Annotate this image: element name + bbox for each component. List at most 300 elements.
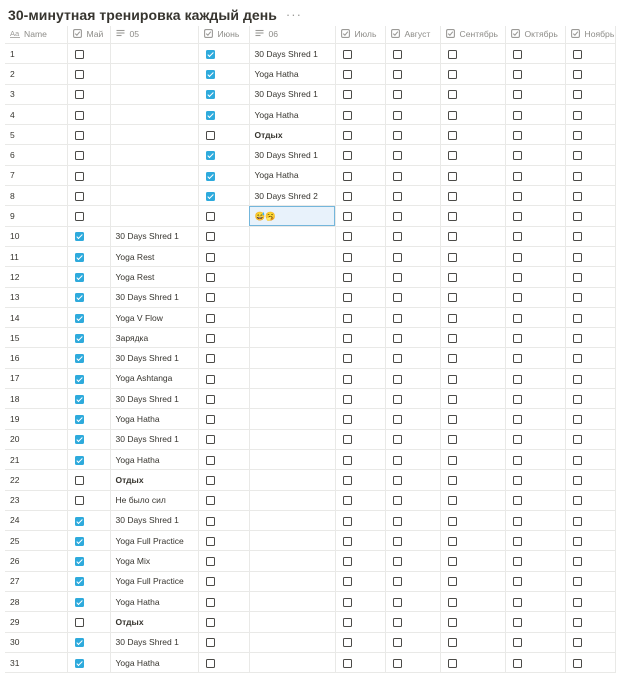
checkbox[interactable]	[448, 517, 457, 526]
cell-c05[interactable]	[110, 571, 198, 591]
column-header-july[interactable]	[335, 26, 385, 44]
cell-nov[interactable]	[565, 592, 615, 612]
checkbox[interactable]	[448, 172, 457, 181]
checkbox[interactable]	[448, 151, 457, 160]
checkbox[interactable]	[206, 212, 215, 221]
cell-june[interactable]	[198, 490, 249, 510]
column-header-oct[interactable]	[505, 26, 565, 44]
cell-sep[interactable]	[440, 429, 505, 449]
checkbox[interactable]	[343, 517, 352, 526]
cell-c06[interactable]	[249, 470, 335, 490]
checkbox[interactable]	[343, 151, 352, 160]
cell-name[interactable]	[5, 652, 67, 672]
cell-c05[interactable]	[110, 510, 198, 530]
checkbox[interactable]	[393, 192, 402, 201]
cell-name[interactable]	[5, 571, 67, 591]
cell-aug[interactable]	[385, 125, 440, 145]
checkbox[interactable]	[206, 70, 215, 79]
cell-nov[interactable]	[565, 44, 615, 64]
cell-sep[interactable]	[440, 368, 505, 388]
cell-may[interactable]	[67, 449, 110, 469]
checkbox[interactable]	[206, 415, 215, 424]
checkbox[interactable]	[343, 192, 352, 201]
checkbox[interactable]	[206, 517, 215, 526]
checkbox[interactable]	[448, 496, 457, 505]
checkbox[interactable]	[75, 354, 84, 363]
cell-july[interactable]	[335, 84, 385, 104]
checkbox[interactable]	[448, 456, 457, 465]
cell-c05[interactable]	[110, 165, 198, 185]
checkbox[interactable]	[573, 577, 582, 586]
more-options-icon[interactable]: ···	[285, 7, 302, 22]
checkbox[interactable]	[393, 476, 402, 485]
checkbox[interactable]	[448, 70, 457, 79]
cell-sep[interactable]	[440, 44, 505, 64]
checkbox[interactable]	[75, 557, 84, 566]
checkbox[interactable]	[343, 131, 352, 140]
checkbox[interactable]	[75, 131, 84, 140]
checkbox[interactable]	[343, 638, 352, 647]
cell-oct[interactable]	[505, 328, 565, 348]
cell-aug[interactable]	[385, 652, 440, 672]
checkbox[interactable]	[573, 151, 582, 160]
cell-july[interactable]	[335, 429, 385, 449]
checkbox[interactable]	[343, 557, 352, 566]
checkbox[interactable]	[393, 90, 402, 99]
cell-june[interactable]	[198, 287, 249, 307]
cell-oct[interactable]	[505, 64, 565, 84]
cell-c05[interactable]	[110, 632, 198, 652]
checkbox[interactable]	[75, 517, 84, 526]
cell-c05[interactable]	[110, 84, 198, 104]
cell-nov[interactable]	[565, 267, 615, 287]
cell-name[interactable]	[5, 470, 67, 490]
checkbox[interactable]	[75, 395, 84, 404]
checkbox[interactable]	[573, 456, 582, 465]
checkbox[interactable]	[393, 232, 402, 241]
checkbox[interactable]	[393, 557, 402, 566]
checkbox[interactable]	[513, 131, 522, 140]
cell-oct[interactable]	[505, 44, 565, 64]
cell-july[interactable]	[335, 551, 385, 571]
cell-sep[interactable]	[440, 449, 505, 469]
cell-sep[interactable]	[440, 409, 505, 429]
checkbox[interactable]	[206, 273, 215, 282]
cell-name[interactable]	[5, 287, 67, 307]
cell-aug[interactable]	[385, 267, 440, 287]
checkbox[interactable]	[513, 638, 522, 647]
cell-nov[interactable]	[565, 328, 615, 348]
cell-nov[interactable]	[565, 206, 615, 226]
cell-june[interactable]	[198, 328, 249, 348]
cell-c05[interactable]	[110, 592, 198, 612]
checkbox[interactable]	[343, 293, 352, 302]
cell-name[interactable]	[5, 186, 67, 206]
cell-sep[interactable]	[440, 104, 505, 124]
cell-nov[interactable]	[565, 226, 615, 246]
checkbox[interactable]	[343, 618, 352, 627]
checkbox[interactable]	[343, 111, 352, 120]
cell-june[interactable]	[198, 246, 249, 266]
cell-nov[interactable]	[565, 470, 615, 490]
cell-c06[interactable]	[249, 592, 335, 612]
cell-june[interactable]	[198, 389, 249, 409]
cell-may[interactable]	[67, 186, 110, 206]
cell-c05[interactable]	[110, 226, 198, 246]
checkbox[interactable]	[206, 131, 215, 140]
cell-may[interactable]	[67, 84, 110, 104]
cell-c06[interactable]	[249, 125, 335, 145]
cell-july[interactable]	[335, 64, 385, 84]
checkbox[interactable]	[448, 415, 457, 424]
checkbox[interactable]	[573, 50, 582, 59]
checkbox[interactable]	[393, 334, 402, 343]
cell-june[interactable]	[198, 551, 249, 571]
cell-july[interactable]	[335, 510, 385, 530]
checkbox[interactable]	[448, 638, 457, 647]
cell-c06[interactable]	[249, 571, 335, 591]
checkbox[interactable]	[75, 496, 84, 505]
checkbox[interactable]	[343, 253, 352, 262]
cell-oct[interactable]	[505, 449, 565, 469]
cell-aug[interactable]	[385, 226, 440, 246]
cell-oct[interactable]	[505, 226, 565, 246]
checkbox[interactable]	[513, 314, 522, 323]
cell-aug[interactable]	[385, 612, 440, 632]
checkbox[interactable]	[75, 334, 84, 343]
column-header-c05[interactable]	[110, 26, 198, 44]
checkbox[interactable]	[75, 314, 84, 323]
checkbox[interactable]	[343, 395, 352, 404]
cell-c06[interactable]	[249, 165, 335, 185]
checkbox[interactable]	[343, 90, 352, 99]
checkbox[interactable]	[343, 334, 352, 343]
cell-may[interactable]	[67, 328, 110, 348]
cell-oct[interactable]	[505, 307, 565, 327]
checkbox[interactable]	[393, 598, 402, 607]
checkbox[interactable]	[513, 618, 522, 627]
checkbox[interactable]	[343, 375, 352, 384]
cell-july[interactable]	[335, 409, 385, 429]
checkbox[interactable]	[513, 537, 522, 546]
cell-c05[interactable]	[110, 612, 198, 632]
cell-c06[interactable]	[249, 84, 335, 104]
cell-oct[interactable]	[505, 612, 565, 632]
cell-nov[interactable]	[565, 632, 615, 652]
checkbox[interactable]	[75, 375, 84, 384]
cell-oct[interactable]	[505, 571, 565, 591]
checkbox[interactable]	[513, 456, 522, 465]
checkbox[interactable]	[343, 212, 352, 221]
cell-may[interactable]	[67, 389, 110, 409]
cell-sep[interactable]	[440, 186, 505, 206]
checkbox[interactable]	[573, 354, 582, 363]
cell-c06[interactable]	[249, 145, 335, 165]
cell-c06[interactable]	[249, 348, 335, 368]
cell-aug[interactable]	[385, 287, 440, 307]
cell-c05[interactable]	[110, 145, 198, 165]
cell-may[interactable]	[67, 145, 110, 165]
cell-nov[interactable]	[565, 490, 615, 510]
checkbox[interactable]	[573, 192, 582, 201]
checkbox[interactable]	[573, 496, 582, 505]
cell-oct[interactable]	[505, 409, 565, 429]
cell-nov[interactable]	[565, 84, 615, 104]
cell-name[interactable]	[5, 510, 67, 530]
cell-oct[interactable]	[505, 267, 565, 287]
cell-name[interactable]	[5, 632, 67, 652]
checkbox[interactable]	[75, 212, 84, 221]
cell-c06[interactable]	[249, 44, 335, 64]
checkbox[interactable]	[448, 659, 457, 668]
cell-may[interactable]	[67, 429, 110, 449]
cell-june[interactable]	[198, 64, 249, 84]
checkbox[interactable]	[206, 537, 215, 546]
cell-oct[interactable]	[505, 287, 565, 307]
cell-may[interactable]	[67, 307, 110, 327]
checkbox[interactable]	[206, 557, 215, 566]
cell-may[interactable]	[67, 470, 110, 490]
checkbox[interactable]	[573, 232, 582, 241]
cell-june[interactable]	[198, 470, 249, 490]
checkbox[interactable]	[448, 253, 457, 262]
cell-sep[interactable]	[440, 328, 505, 348]
checkbox[interactable]	[513, 496, 522, 505]
checkbox[interactable]	[206, 638, 215, 647]
checkbox[interactable]	[75, 435, 84, 444]
checkbox[interactable]	[393, 496, 402, 505]
checkbox[interactable]	[513, 557, 522, 566]
cell-nov[interactable]	[565, 246, 615, 266]
cell-june[interactable]	[198, 652, 249, 672]
cell-sep[interactable]	[440, 267, 505, 287]
checkbox[interactable]	[573, 415, 582, 424]
cell-july[interactable]	[335, 571, 385, 591]
cell-aug[interactable]	[385, 592, 440, 612]
checkbox[interactable]	[448, 212, 457, 221]
cell-sep[interactable]	[440, 571, 505, 591]
checkbox[interactable]	[206, 476, 215, 485]
checkbox[interactable]	[75, 476, 84, 485]
checkbox[interactable]	[448, 90, 457, 99]
cell-june[interactable]	[198, 84, 249, 104]
cell-name[interactable]	[5, 328, 67, 348]
cell-nov[interactable]	[565, 145, 615, 165]
cell-name[interactable]	[5, 551, 67, 571]
checkbox[interactable]	[343, 456, 352, 465]
checkbox[interactable]	[393, 537, 402, 546]
checkbox[interactable]	[513, 435, 522, 444]
checkbox[interactable]	[75, 618, 84, 627]
cell-nov[interactable]	[565, 571, 615, 591]
cell-july[interactable]	[335, 145, 385, 165]
cell-c05[interactable]	[110, 287, 198, 307]
checkbox[interactable]	[75, 638, 84, 647]
cell-may[interactable]	[67, 226, 110, 246]
cell-may[interactable]	[67, 551, 110, 571]
checkbox[interactable]	[448, 375, 457, 384]
cell-oct[interactable]	[505, 165, 565, 185]
cell-aug[interactable]	[385, 64, 440, 84]
cell-name[interactable]	[5, 429, 67, 449]
cell-oct[interactable]	[505, 368, 565, 388]
checkbox[interactable]	[393, 111, 402, 120]
checkbox[interactable]	[75, 253, 84, 262]
cell-c05[interactable]	[110, 490, 198, 510]
cell-sep[interactable]	[440, 165, 505, 185]
cell-sep[interactable]	[440, 551, 505, 571]
checkbox[interactable]	[393, 293, 402, 302]
checkbox[interactable]	[448, 557, 457, 566]
cell-aug[interactable]	[385, 389, 440, 409]
checkbox[interactable]	[393, 415, 402, 424]
checkbox[interactable]	[513, 415, 522, 424]
checkbox[interactable]	[206, 598, 215, 607]
cell-may[interactable]	[67, 104, 110, 124]
cell-nov[interactable]	[565, 429, 615, 449]
checkbox[interactable]	[448, 476, 457, 485]
checkbox[interactable]	[393, 618, 402, 627]
checkbox[interactable]	[513, 50, 522, 59]
cell-oct[interactable]	[505, 84, 565, 104]
cell-july[interactable]	[335, 632, 385, 652]
checkbox[interactable]	[343, 172, 352, 181]
cell-may[interactable]	[67, 165, 110, 185]
cell-name[interactable]	[5, 125, 67, 145]
checkbox[interactable]	[393, 151, 402, 160]
cell-aug[interactable]	[385, 449, 440, 469]
checkbox[interactable]	[573, 557, 582, 566]
checkbox[interactable]	[448, 232, 457, 241]
checkbox[interactable]	[393, 273, 402, 282]
checkbox[interactable]	[206, 496, 215, 505]
checkbox[interactable]	[393, 395, 402, 404]
checkbox[interactable]	[573, 253, 582, 262]
cell-aug[interactable]	[385, 328, 440, 348]
cell-c05[interactable]	[110, 470, 198, 490]
cell-july[interactable]	[335, 470, 385, 490]
cell-aug[interactable]	[385, 429, 440, 449]
checkbox[interactable]	[206, 314, 215, 323]
cell-oct[interactable]	[505, 632, 565, 652]
cell-c05[interactable]	[110, 429, 198, 449]
checkbox[interactable]	[448, 273, 457, 282]
checkbox[interactable]	[573, 293, 582, 302]
checkbox[interactable]	[393, 456, 402, 465]
checkbox[interactable]	[343, 232, 352, 241]
checkbox[interactable]	[513, 111, 522, 120]
cell-c05[interactable]	[110, 125, 198, 145]
cell-aug[interactable]	[385, 84, 440, 104]
cell-sep[interactable]	[440, 206, 505, 226]
cell-sep[interactable]	[440, 531, 505, 551]
checkbox[interactable]	[573, 517, 582, 526]
checkbox[interactable]	[343, 496, 352, 505]
cell-june[interactable]	[198, 429, 249, 449]
cell-aug[interactable]	[385, 145, 440, 165]
checkbox[interactable]	[343, 273, 352, 282]
cell-c05[interactable]	[110, 246, 198, 266]
cell-sep[interactable]	[440, 510, 505, 530]
cell-july[interactable]	[335, 287, 385, 307]
checkbox[interactable]	[513, 395, 522, 404]
cell-may[interactable]	[67, 125, 110, 145]
checkbox[interactable]	[448, 598, 457, 607]
checkbox[interactable]	[448, 111, 457, 120]
cell-c05[interactable]	[110, 531, 198, 551]
checkbox[interactable]	[513, 293, 522, 302]
cell-nov[interactable]	[565, 165, 615, 185]
cell-name[interactable]	[5, 449, 67, 469]
cell-july[interactable]	[335, 490, 385, 510]
cell-nov[interactable]	[565, 186, 615, 206]
cell-oct[interactable]	[505, 470, 565, 490]
checkbox[interactable]	[573, 435, 582, 444]
cell-aug[interactable]	[385, 44, 440, 64]
checkbox[interactable]	[573, 314, 582, 323]
cell-oct[interactable]	[505, 592, 565, 612]
cell-sep[interactable]	[440, 389, 505, 409]
cell-june[interactable]	[198, 348, 249, 368]
checkbox[interactable]	[75, 273, 84, 282]
cell-may[interactable]	[67, 246, 110, 266]
checkbox[interactable]	[206, 334, 215, 343]
cell-c05[interactable]	[110, 652, 198, 672]
cell-july[interactable]	[335, 44, 385, 64]
checkbox[interactable]	[393, 638, 402, 647]
checkbox[interactable]	[343, 50, 352, 59]
cell-july[interactable]	[335, 104, 385, 124]
cell-name[interactable]	[5, 592, 67, 612]
checkbox[interactable]	[343, 435, 352, 444]
checkbox[interactable]	[75, 537, 84, 546]
checkbox[interactable]	[573, 70, 582, 79]
cell-july[interactable]	[335, 267, 385, 287]
cell-c06[interactable]	[249, 449, 335, 469]
column-header-aug[interactable]	[385, 26, 440, 44]
cell-nov[interactable]	[565, 104, 615, 124]
cell-june[interactable]	[198, 612, 249, 632]
cell-c05[interactable]	[110, 389, 198, 409]
cell-july[interactable]	[335, 206, 385, 226]
cell-aug[interactable]	[385, 307, 440, 327]
cell-c06[interactable]	[249, 551, 335, 571]
checkbox[interactable]	[206, 395, 215, 404]
cell-july[interactable]	[335, 531, 385, 551]
checkbox[interactable]	[573, 598, 582, 607]
cell-c06[interactable]	[249, 389, 335, 409]
checkbox[interactable]	[573, 375, 582, 384]
cell-sep[interactable]	[440, 287, 505, 307]
cell-aug[interactable]	[385, 490, 440, 510]
cell-c05[interactable]	[110, 64, 198, 84]
cell-nov[interactable]	[565, 612, 615, 632]
cell-nov[interactable]	[565, 531, 615, 551]
checkbox[interactable]	[573, 131, 582, 140]
checkbox[interactable]	[393, 577, 402, 586]
cell-name[interactable]	[5, 307, 67, 327]
cell-june[interactable]	[198, 449, 249, 469]
checkbox[interactable]	[513, 172, 522, 181]
checkbox[interactable]	[343, 537, 352, 546]
cell-oct[interactable]	[505, 125, 565, 145]
cell-sep[interactable]	[440, 652, 505, 672]
cell-may[interactable]	[67, 348, 110, 368]
checkbox[interactable]	[573, 90, 582, 99]
checkbox[interactable]	[206, 172, 215, 181]
checkbox[interactable]	[448, 334, 457, 343]
checkbox[interactable]	[513, 212, 522, 221]
